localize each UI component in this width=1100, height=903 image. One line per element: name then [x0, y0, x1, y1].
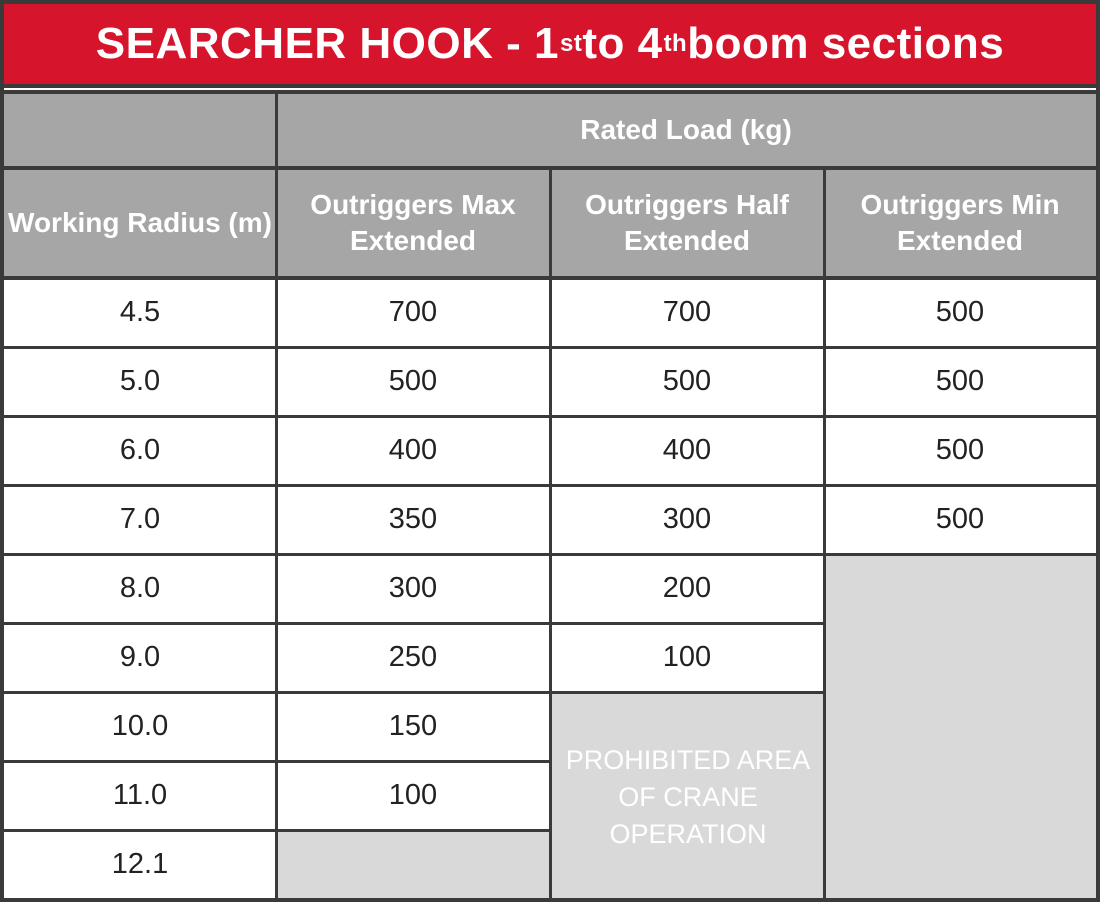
table-cell-radius: 11.0 — [4, 761, 276, 830]
table-cell-half: 300 — [550, 485, 824, 554]
table-cell-max: 250 — [276, 623, 550, 692]
prohibited-cell — [824, 692, 1096, 761]
table-cell-max: 700 — [276, 278, 550, 347]
table-cell-radius: 10.0 — [4, 692, 276, 761]
grid-line-horizontal — [4, 415, 276, 418]
title-middle: to 4 — [582, 19, 663, 68]
prohibited-cell — [276, 830, 550, 899]
grid-line-horizontal — [4, 691, 276, 694]
prohibited-cell — [824, 830, 1096, 899]
table-cell-half: 100 — [550, 623, 824, 692]
table-cell-max: 150 — [276, 692, 550, 761]
grid-line-horizontal — [276, 415, 550, 418]
title-sup-2: th — [663, 30, 688, 57]
table-cell-radius: 12.1 — [4, 830, 276, 899]
grid-line-horizontal — [4, 760, 276, 763]
table-cell-min: 500 — [824, 347, 1096, 416]
table-cell-min: 500 — [824, 416, 1096, 485]
col-header-working-radius: Working Radius (m) — [4, 168, 276, 278]
table-cell-radius: 8.0 — [4, 554, 276, 623]
grid-line-horizontal — [276, 829, 550, 832]
grid-line-vertical — [549, 168, 552, 899]
grid-line-horizontal — [824, 484, 1096, 487]
grid-line-horizontal — [276, 346, 550, 349]
table-cell-max: 300 — [276, 554, 550, 623]
grid-line-horizontal — [4, 829, 276, 832]
grid-line-vertical — [0, 2, 4, 901]
col-header-outriggers-min: Outriggers Min Extended — [824, 168, 1096, 278]
grid-line-horizontal — [824, 553, 1096, 556]
title-sup-1: st — [559, 30, 583, 57]
grid-line-horizontal — [4, 346, 276, 349]
table-cell-radius: 9.0 — [4, 623, 276, 692]
table-cell-half: 200 — [550, 554, 824, 623]
grid-line-horizontal — [550, 691, 824, 694]
rated-load-header: Rated Load (kg) — [276, 92, 1096, 168]
table-cell-radius: 5.0 — [4, 347, 276, 416]
title-prefix: SEARCHER HOOK - 1 — [95, 19, 559, 68]
table-cell-max: 400 — [276, 416, 550, 485]
table-cell-half: 400 — [550, 416, 824, 485]
grid-line-vertical — [275, 92, 278, 899]
grid-line-horizontal — [824, 415, 1096, 418]
header-corner-cell — [4, 92, 276, 168]
table-cell-radius: 4.5 — [4, 278, 276, 347]
grid-line-vertical — [1096, 2, 1100, 901]
prohibited-cell — [824, 761, 1096, 830]
grid-line-vertical — [823, 168, 826, 899]
grid-line-horizontal — [276, 484, 550, 487]
table-cell-min: 500 — [824, 278, 1096, 347]
table-cell-min: 500 — [824, 485, 1096, 554]
table-title — [4, 4, 1096, 88]
title-suffix: boom sections — [687, 19, 1005, 68]
prohibited-cell — [824, 554, 1096, 623]
table-cell-max: 500 — [276, 347, 550, 416]
table-cell-half: 500 — [550, 347, 824, 416]
table-cell-max: 350 — [276, 485, 550, 554]
prohibited-cell — [824, 623, 1096, 692]
table-cell-radius: 7.0 — [4, 485, 276, 554]
table-cell-max: 100 — [276, 761, 550, 830]
grid-line-horizontal — [550, 415, 824, 418]
grid-line-horizontal — [276, 622, 550, 625]
grid-line-horizontal — [550, 553, 824, 556]
grid-line-horizontal — [550, 484, 824, 487]
table-cell-radius: 6.0 — [4, 416, 276, 485]
grid-line-horizontal — [824, 346, 1096, 349]
grid-line-horizontal — [276, 553, 550, 556]
grid-line-horizontal — [4, 553, 276, 556]
grid-line-horizontal — [0, 90, 1100, 94]
grid-line-horizontal — [550, 346, 824, 349]
grid-line-horizontal — [0, 0, 1100, 4]
table-cell-half: 700 — [550, 278, 824, 347]
grid-line-horizontal — [4, 484, 276, 487]
grid-line-horizontal — [276, 760, 550, 763]
col-header-outriggers-half: Outriggers Half Extended — [550, 168, 824, 278]
prohibited-area-label: PROHIBITED AREA OF CRANE OPERATION — [565, 745, 811, 849]
grid-line-horizontal — [276, 691, 550, 694]
col-header-outriggers-max: Outriggers Max Extended — [276, 168, 550, 278]
grid-line-horizontal — [4, 622, 276, 625]
grid-line-horizontal — [550, 622, 824, 625]
